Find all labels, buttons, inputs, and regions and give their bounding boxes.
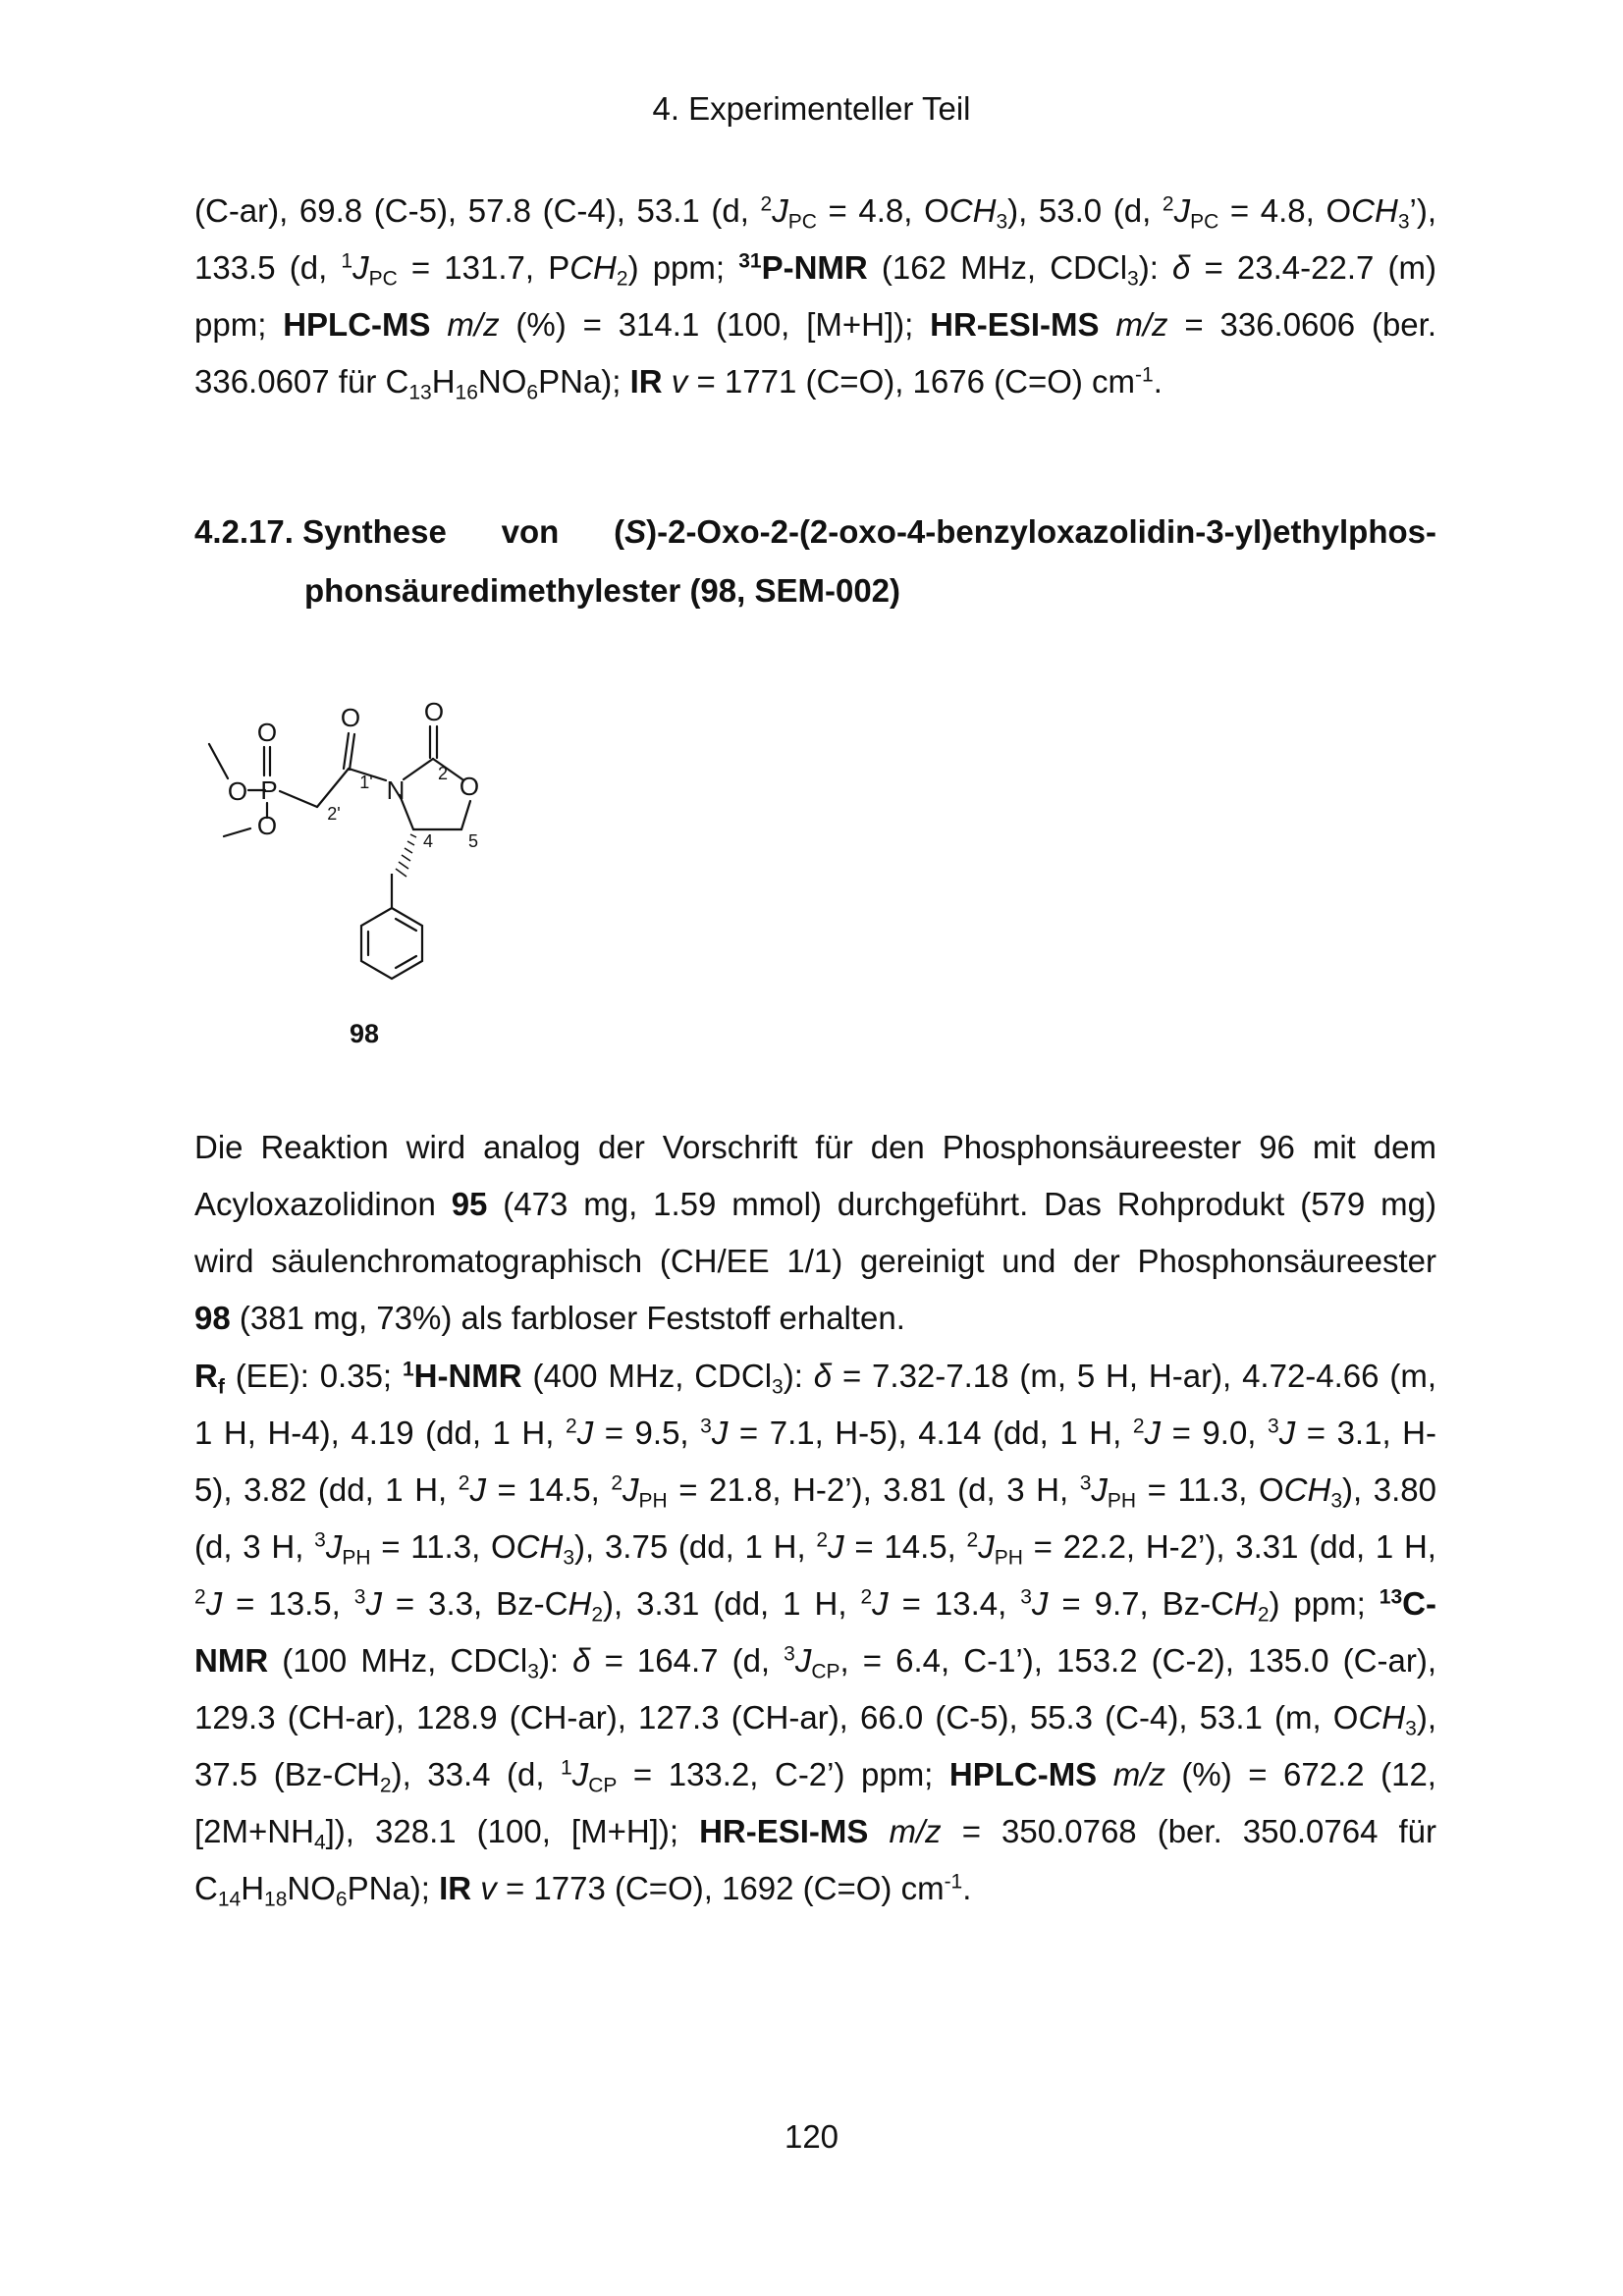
text-line: $R_f$ (EE): 0.35; $^1$H-NMR (400 MHz, CDCl$_3$): δ = 7.32-7.18 (m, 5 H, H-ar), 4.72-4.66 (m, xyxy=(194,1358,1436,1399)
text-line: $[2M+NH_4]$), 328.1 (100, [M+H]); HR-ESI-MS m/z = 350.0768 (ber. 350.0764 für xyxy=(194,1813,1436,1854)
atom-label: O xyxy=(340,703,361,732)
text-line: 336.0607 für $C_{13}H_{16}NO_6PNa$); IR v = 1771 (C=O), 1676 (C=O) $cm^{-1}$. xyxy=(194,363,1163,404)
chemical-structure xyxy=(191,677,525,1016)
heading-line: phonsäuredimethylester (98, SEM-002) xyxy=(304,572,901,609)
heading-line: 4.2.17. Synthese von (S)-2-Oxo-2-(2-oxo-4-benzyloxazolidin-3-yl)ethylphos- xyxy=(194,513,1436,550)
locant-label: 2' xyxy=(327,804,341,824)
atom-label: O xyxy=(423,697,445,726)
locant-label: 5 xyxy=(467,831,479,851)
text-line: NMR (100 MHz, CDCl$_3$): δ = 164.7 (d, $^3J_{CP}$, = 6.4, C-1’), 153.2 (C-2), 135.0 (C-ar), xyxy=(194,1642,1436,1683)
characterisation-data xyxy=(194,1348,1436,1917)
atom-label: P xyxy=(260,775,278,805)
page-header: 4. Experimenteller Teil xyxy=(652,90,971,127)
text-line: $^2$J = 13.5, $^3$J = 3.3, $Bz-CH_2$), 3.31 (dd, 1 H, $^2$J = 13.4, $^3$J = 9.7, $Bz-CH_2$) ppm; $^{13}$C- xyxy=(194,1585,1436,1627)
atom-label: O xyxy=(256,718,278,747)
text-line: $C_{14}H_{18}NO_6PNa$); IR v = 1773 (C=O), 1692 (C=O) $cm^{-1}$. xyxy=(194,1870,972,1911)
atom-label: O xyxy=(227,776,248,806)
text-line: Acyloxazolidinon 95 (473 mg, 1.59 mmol) durchgeführt. Das Rohprodukt (579 mg) xyxy=(194,1186,1436,1222)
atom-label: N xyxy=(386,775,406,805)
section-heading xyxy=(194,503,1436,620)
text-line: 129.3 (CH-ar), 128.9 (CH-ar), 127.3 (CH-ar), 66.0 (C-5), 55.3 (C-4), 53.1 (m, $OCH_3$), xyxy=(194,1699,1436,1740)
atom-label: O xyxy=(459,772,480,801)
text-line: wird säulenchromatographisch (CH/EE 1/1) gereinigt und der Phosphonsäureester xyxy=(194,1243,1436,1279)
text-line: 98 (381 mg, 73%) als farbloser Feststoff erhalten. xyxy=(194,1300,905,1336)
locant-label: 1' xyxy=(359,773,373,792)
text-line: (C-ar), 69.8 (C-5), 57.8 (C-4), 53.1 (d, $^2J_{PC} = 4.8$, $OCH_3$), 53.0 (d, $^2J_{PC} = 4.8$, $OCH_3$’), xyxy=(194,192,1436,234)
text-line: 133.5 (d, $^1J_{PC} = 131.7$, $PCH_2$) ppm; $^{31}$P-NMR (162 MHz, CDCl$_3$): δ = 23.4-22.7 (m) xyxy=(194,249,1436,291)
locant-label: 2 xyxy=(437,764,449,783)
text-line: 1 H, H-4), 4.19 (dd, 1 H, $^2$J = 9.5, $^3$J = 7.1, H-5), 4.14 (dd, 1 H, $^2$J = 9.0, $^3$J = 3.1, H- xyxy=(194,1415,1436,1451)
locant-label: 4 xyxy=(422,831,434,851)
page-number: 120 xyxy=(784,2118,839,2155)
text-line: ppm; HPLC-MS m/z (%) = 314.1 (100, [M+H]); HR-ESI-MS m/z = 336.0606 (ber. xyxy=(194,306,1436,343)
atom-label: O xyxy=(256,811,278,840)
text-line: 37.5 $(Bz-CH_2)$, 33.4 (d, $^1J_{CP} = 133.2$, C-2’) ppm; HPLC-MS m/z (%) = 672.2 (12, xyxy=(194,1756,1436,1797)
structure-drawing xyxy=(191,677,525,1011)
procedure-paragraph xyxy=(194,1119,1436,1347)
compound-number: 98 xyxy=(350,1019,380,1048)
previous-entry-data xyxy=(194,183,1436,410)
text-line: 5), 3.82 (dd, 1 H, $^2$J = 14.5, $^2J_{PH} = 21.8$, H-2’), 3.81 (d, 3 H, $^3J_{PH} = 11.3$, $OCH_3$), 3.80 xyxy=(194,1471,1436,1513)
text-line: (d, 3 H, $^3J_{PH} = 11.3$, $OCH_3$), 3.75 (dd, 1 H, $^2$J = 14.5, $^2J_{PH} = 22.2$, H-2’), 3.31 (dd, 1 H, xyxy=(194,1528,1436,1570)
text-line: Die Reaktion wird analog der Vorschrift für den Phosphonsäureester 96 mit dem xyxy=(194,1129,1436,1165)
